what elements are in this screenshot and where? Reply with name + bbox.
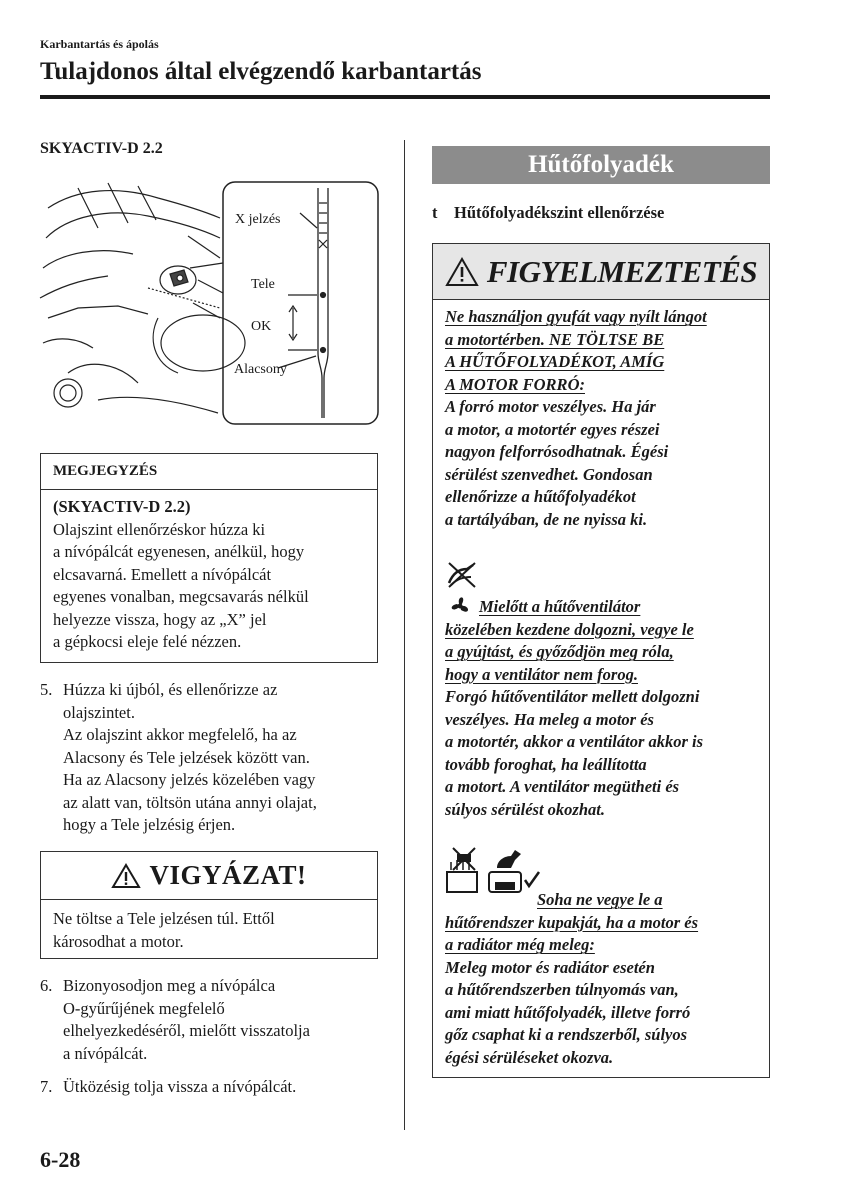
warning-emphasis-line: Soha ne vegye le a (537, 890, 663, 909)
dipstick-illustration (38, 168, 383, 428)
step-number: 5. (40, 680, 53, 699)
warning-line: ellenőrizze a hűtőfolyadékot (445, 487, 636, 506)
label-full: Tele (251, 277, 275, 292)
warning-line: nagyon felforrósodhatnak. Égési (445, 442, 669, 461)
caution-body (41, 900, 377, 953)
step-6 (40, 975, 385, 1070)
step-number: 6. (40, 976, 53, 995)
warning-emphasis-line: a motortérben. NE TÖLTSE BE (445, 329, 665, 349)
step-line: O-gyűrűjének megfelelő (63, 998, 225, 1018)
warning-line: tovább foroghat, ha leállította (445, 754, 647, 774)
step-line: Bizonyosodjon meg a nívópálca (63, 976, 276, 995)
warning-line: Forgó hűtőventilátor mellett dolgozni (445, 687, 700, 706)
step-line: elhelyezkedéséről, mielőtt visszatolja (63, 1021, 310, 1040)
step-line: Ütközésig tolja vissza a nívópálcát. (63, 1077, 297, 1096)
warning-line: gőz csaphat ki a rendszerből, súlyos (445, 1025, 688, 1044)
note-line: helyezze vissza, hogy az „X” jel (53, 609, 267, 629)
step-text (63, 1076, 393, 1099)
warning-line: Meleg motor és radiátor esetén (445, 957, 655, 977)
label-ok: OK (251, 319, 272, 334)
page-title: Tulajdonos által elvégzendő karbantartás (40, 58, 482, 85)
warning-box (432, 243, 770, 1078)
note-line: egyenes vonalban, megcsavarás nélkül (53, 587, 309, 606)
step-line: hogy a Tele jelzésig érjen. (63, 815, 236, 834)
step-text (63, 975, 393, 1065)
warning-line: ami miatt hűtőfolyadék, illetve forró (445, 1002, 691, 1022)
bullet-marker: t (432, 203, 438, 222)
warning-line: súlyos sérülést okozhat. (445, 799, 605, 819)
note-body (41, 490, 377, 654)
warning-block-fan (445, 594, 765, 821)
column-divider (404, 140, 405, 1130)
warning-block-open-flame (445, 306, 765, 531)
step-line: a nívópálcát. (63, 1043, 148, 1063)
warning-line: veszélyes. Ha meleg a motor és (445, 709, 654, 729)
hot-radiator-cap-icon (445, 846, 545, 894)
no-hands-near-fan-icon (445, 559, 479, 589)
step-line: Alacsony és Tele jelzések között van. (63, 747, 310, 767)
fan-icon (445, 594, 475, 618)
page-number: 6-28 (40, 1147, 81, 1172)
warning-emphasis-line: közelében kezdene dolgozni, vegye le (445, 619, 694, 639)
label-low: Alacsony (234, 362, 287, 377)
warning-line: sérülést szenvedhet. Gondosan (445, 464, 653, 484)
warning-line: égési sérüléseket okozva. (445, 1047, 614, 1067)
caution-line: károsodhat a motor. (53, 931, 184, 951)
step-line: Ha az Alacsony jelzés közelében vagy (63, 770, 316, 789)
step-5 (40, 679, 385, 839)
warning-emphasis-line: A HŰTŐFOLYADÉKOT, AMÍG (445, 352, 665, 371)
note-subheading: (SKYACTIV-D 2.2) (53, 497, 191, 516)
warning-triangle-icon (111, 863, 141, 889)
step-line: az alatt van, töltsön utána annyi olajat, (63, 792, 317, 812)
sub-item-heading (432, 203, 664, 223)
step-line: olajszintet. (63, 702, 135, 722)
caution-heading (41, 852, 377, 900)
note-line: a gépkocsi eleje felé nézzen. (53, 632, 242, 651)
warning-block-radiator-cap (445, 889, 765, 1069)
note-box (40, 453, 378, 663)
note-heading: MEGJEGYZÉS (41, 454, 377, 490)
title-rule (40, 95, 770, 99)
step-text (63, 679, 393, 837)
note-line: Olajszint ellenőrzéskor húzza ki (53, 519, 266, 539)
engine-subheading: SKYACTIV-D 2.2 (40, 140, 163, 157)
breadcrumb: Karbantartás és ápolás (40, 37, 159, 51)
warning-emphasis-line: hűtőrendszer kupakját, ha a motor és (445, 912, 699, 932)
note-line: a nívópálcát egyenesen, anélkül, hogy (53, 542, 305, 561)
section-title: Hűtőfolyadék (432, 146, 770, 184)
label-x-mark: X jelzés (235, 212, 281, 227)
warning-emphasis-line: hogy a ventilátor nem forog. (445, 664, 638, 684)
warning-line: A forró motor veszélyes. Ha jár (445, 397, 656, 416)
warning-triangle-icon (445, 257, 479, 287)
warning-heading (433, 244, 769, 300)
sub-item-text: Hűtőfolyadékszint ellenőrzése (454, 203, 665, 222)
warning-emphasis-line: Mielőtt a hűtőventilátor (479, 597, 641, 616)
step-line: Húzza ki újból, és ellenőrizze az (63, 680, 278, 699)
warning-line: a motortér, akkor a ventilátor akkor is (445, 732, 704, 751)
warning-line: a tartályában, de ne nyissa ki. (445, 509, 648, 529)
warning-line: a motor, a motortér egyes részei (445, 419, 660, 439)
warning-emphasis-line: Ne használjon gyufát vagy nyílt lángot (445, 307, 707, 326)
step-7 (40, 1076, 385, 1101)
warning-line: a hűtőrendszerben túlnyomás van, (445, 980, 679, 999)
note-line: elcsavarná. Emellett a nívópálcát (53, 564, 272, 584)
warning-emphasis-line: a gyújtást, és győződjön meg róla, (445, 642, 674, 661)
step-number: 7. (40, 1077, 53, 1096)
warning-emphasis-line: A MOTOR FORRÓ: (445, 374, 585, 394)
warning-title: FIGYELMEZTETÉS (486, 253, 758, 289)
warning-line: a motort. A ventilátor megütheti és (445, 777, 680, 796)
caution-box (40, 851, 378, 959)
step-line: Az olajszint akkor megfelelő, ha az (63, 725, 297, 744)
caution-title: VIGYÁZAT! (149, 860, 307, 890)
caution-line: Ne töltse a Tele jelzésen túl. Ettől (53, 909, 275, 928)
warning-emphasis-line: a radiátor még meleg: (445, 935, 595, 954)
